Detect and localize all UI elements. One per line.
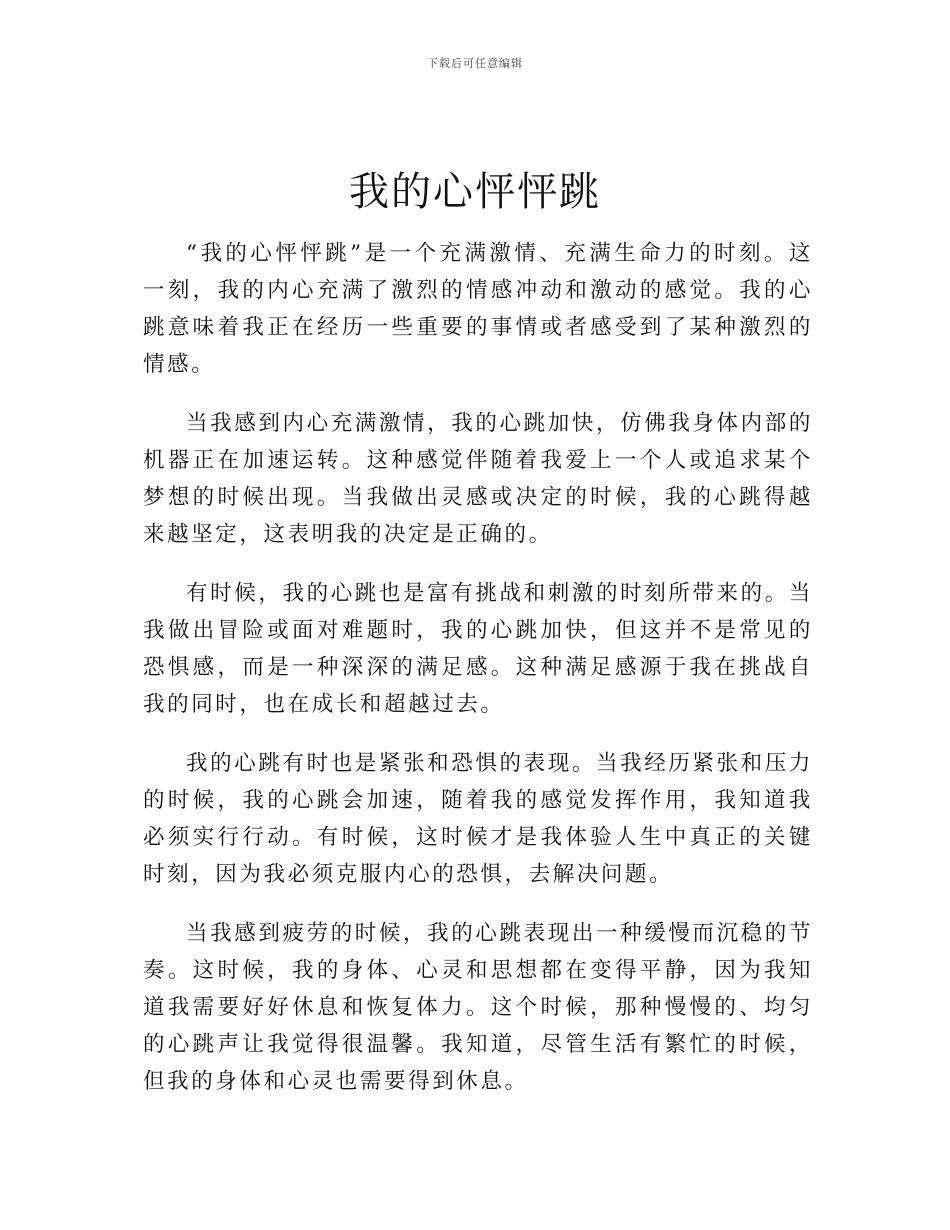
paragraph-3: 有时候，我的心跳也是富有挑战和刺激的时刻所带来的。当我做出冒险或面对难题时，我的心跳加快，但这并不是常见的恐惧感，而是一种深深的满足感。这种满足感源于我在挑战自我的同时，也在成长和超越过去。 (143, 581, 813, 717)
page-title: 我的心怦怦跳 (349, 169, 601, 215)
paragraph-2: 当我感到内心充满激情，我的心跳加快，仿佛我身体内部的机器正在加速运转。这种感觉伴随着我爱上一个人或追求某个梦想的时候出现。当我做出灵感或决定的时候，我的心跳得越来越坚定，这表明我的决定是正确的。 (143, 411, 813, 547)
paragraph-1: “我的心怦怦跳”是一个充满激情、充满生命力的时刻。这一刻，我的内心充满了激烈的情感冲动和激动的感觉。我的心跳意味着我正在经历一些重要的事情或者感受到了某种激烈的情感。 (143, 241, 813, 377)
document-body (143, 235, 813, 1122)
header-note: 下载后可任意编辑 (427, 57, 523, 70)
paragraph-5: 当我感到疲劳的时候，我的心跳表现出一种缓慢而沉稳的节奏。这时候，我的身体、心灵和思想都在变得平静，因为我知道我需要好好休息和恢复体力。这个时候，那种慢慢的、均匀的心跳声让我觉得很温馨。我知道，尽管生活有繁忙的时候，但我的身体和心灵也需要得到休息。 (143, 921, 813, 1094)
paragraph-4: 我的心跳有时也是紧张和恐惧的表现。当我经历紧张和压力的时候，我的心跳会加速，随着我的感觉发挥作用，我知道我必须实行行动。有时候，这时候才是我体验人生中真正的关键时刻，因为我必须克服内心的恐惧，去解决问题。 (143, 751, 813, 887)
